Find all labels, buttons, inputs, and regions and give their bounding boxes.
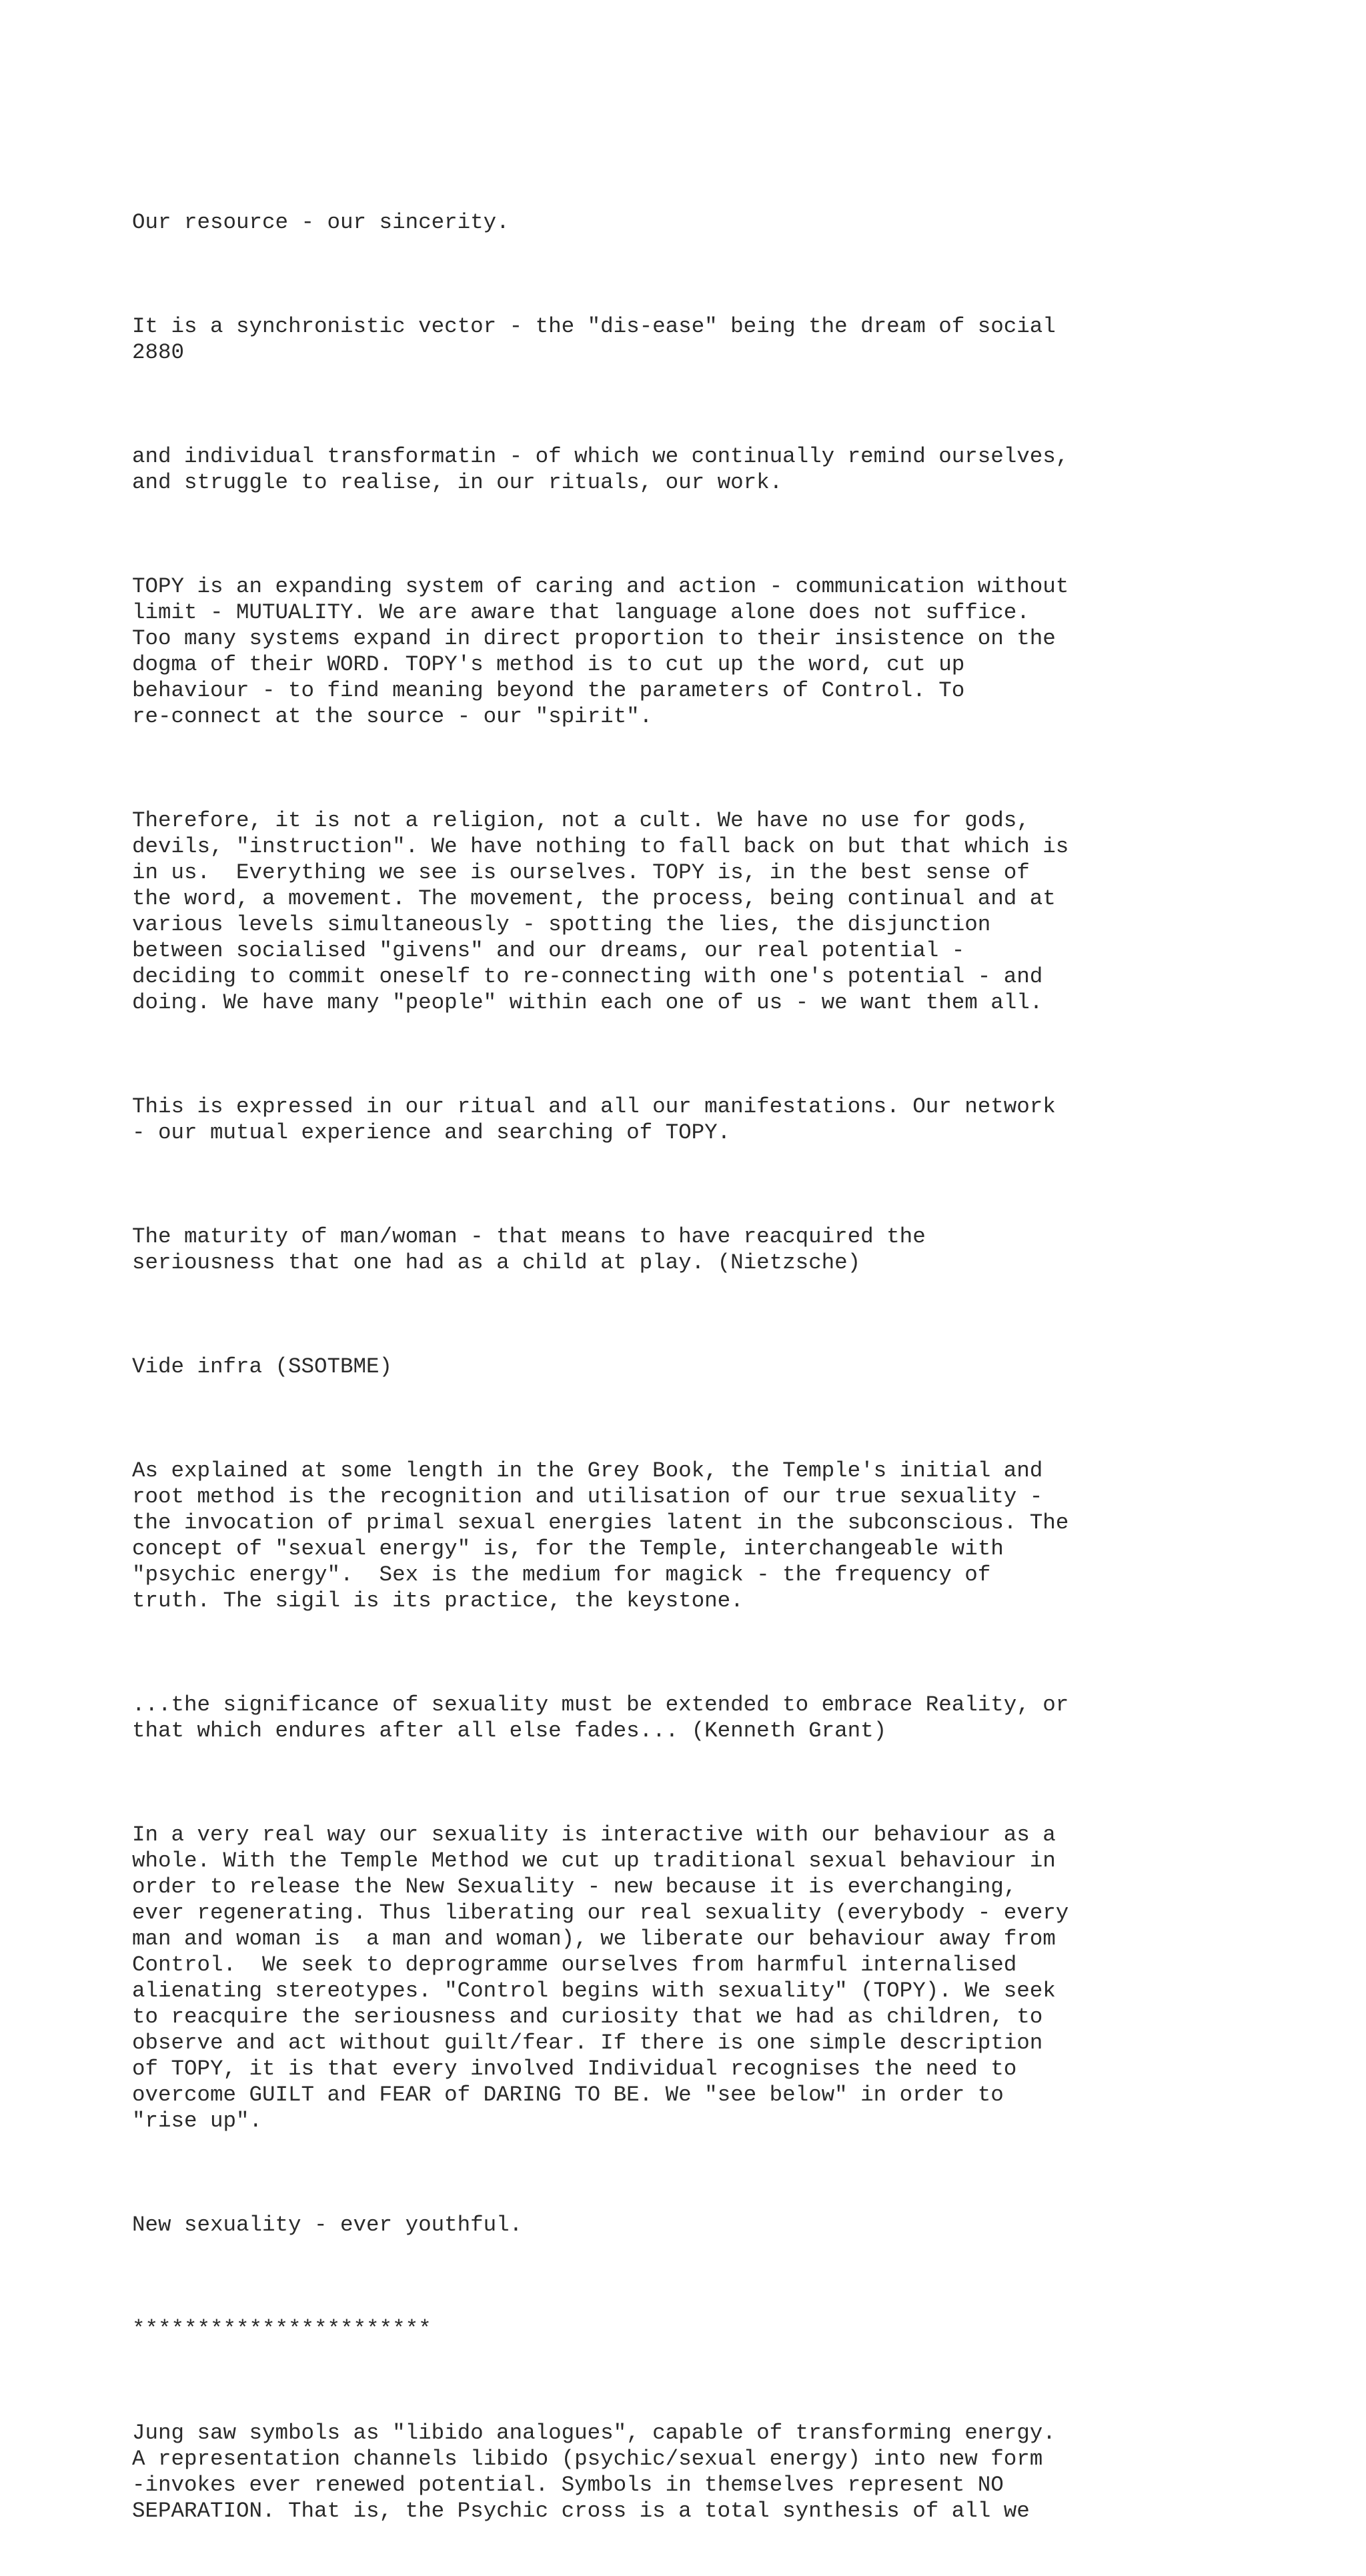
- paragraph-transformation: and individual transformatin - of which we continually remind ourselves, and struggle to realise, in our rituals, our work.: [132, 444, 1069, 495]
- paragraph-ritual-network: This is expressed in our ritual and all our manifestations. Our network - our mutual experience and searching of TOPY.: [132, 1094, 1056, 1145]
- paragraph-grey-book: As explained at some length in the Grey Book, the Temple's initial and root method is the recognition and utilisation of our true sexuality - the invocation of primal sexual energies latent in the subconscious. The concept of "sexual energy" is, for the Temple, interchangeable with "psychic energy". Sex is the medium for magick - the frequency of truth. The sigil is its practice, the keystone.: [132, 1458, 1069, 1613]
- document-page: [132, 157, 1306, 2576]
- paragraph-sincerity: Our resource - our sincerity.: [132, 210, 510, 235]
- section-divider: ***********************: [132, 2317, 432, 2341]
- paragraph-vide-infra: Vide infra (SSOTBME): [132, 1354, 393, 1379]
- paragraph-topy-system: TOPY is an expanding system of caring and action - communication without limit - MUTUALITY. We are aware that language alone does not suffice. Too many systems expand in direct proportion to their insistence on the dogma of their WORD. TOPY's method is to cut up the word, cut up behaviour - to find meaning beyond the parameters of Control. To re-connect at the source - our "spirit".: [132, 574, 1069, 729]
- paragraph-not-religion: Therefore, it is not a religion, not a cult. We have no use for gods, devils, "instruction". We have nothing to fall back on but that which is in us. Everything we see is ourselves. TOPY is, in the best sense of the word, a movement. The movement, the process, being continual and at various levels simultaneously - spotting the lies, the disjunction between socialised "givens" and our dreams, our real potential - deciding to commit oneself to re-connecting with one's potential - and doing. We have many "people" within each one of us - we want them all.: [132, 808, 1069, 1015]
- paragraph-nietzsche-quote: The maturity of man/woman - that means to have reacquired the seriousness that one had as a child at play. (Nietzsche): [132, 1224, 926, 1275]
- paragraph-grant-quote: ...the significance of sexuality must be extended to embrace Reality, or that which endures after all else fades... (Kenneth Grant): [132, 1692, 1069, 1743]
- paragraph-sexuality-behaviour: In a very real way our sexuality is interactive with our behaviour as a whole. With the Temple Method we cut up traditional sexual behaviour in order to release the New Sexuality - new because it is everchanging, ever regenerating. Thus liberating our real sexuality (everybody - every man and woman is a man and woman), we liberate our behaviour away from Control. We seek to deprogramme ourselves from harmful internalised alienating stereotypes. "Control begins with sexuality" (TOPY). We seek to reacquire the seriousness and curiosity that we had as children, to observe and act without guilt/fear. If there is one simple description of TOPY, it is that every involved Individual recognises the need to overcome GUILT and FEAR of DARING TO BE. We "see below" in order to "rise up".: [132, 1822, 1069, 2133]
- paragraph-jung-symbols: Jung saw symbols as "libido analogues", capable of transforming energy. A representation channels libido (psychic/sexual energy) into new form -invokes ever renewed potential. Symbols in themselves represent NO SEPARATION. That is, the Psychic cross is a total synthesis of all we: [132, 2421, 1056, 2523]
- paragraph-new-sexuality: New sexuality - ever youthful.: [132, 2213, 523, 2237]
- paragraph-synchronistic-vector: It is a synchronistic vector - the "dis-ease" being the dream of social 2880: [132, 314, 1056, 365]
